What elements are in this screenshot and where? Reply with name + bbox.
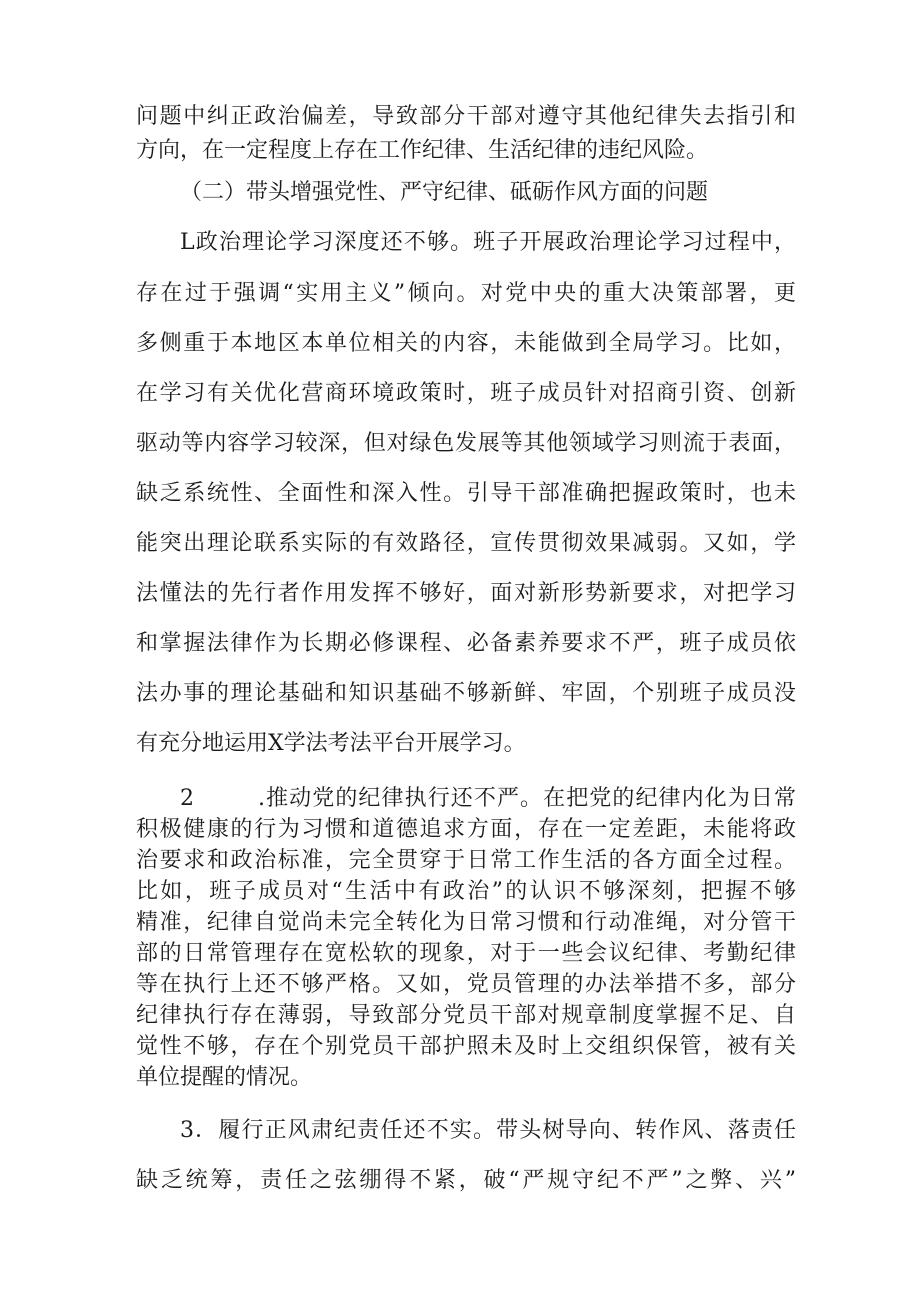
item2-line-8: 纪律执行存在薄弱，导致部分党员干部对规章制度掌握不足、自 bbox=[136, 1003, 796, 1028]
item1-line-4: 在学习有关优化营商环境政策时，班子成员针对招商引资、创新 bbox=[136, 381, 796, 406]
item2-line-6: 部的日常管理存在宽松软的现象，对于一些会议纪律、考勤纪律 bbox=[136, 941, 796, 966]
intro-line-1: 问题中纠正政治偏差，导致部分干部对遵守其他纪律失去指引和 bbox=[136, 104, 796, 129]
intro-line-2: 方向，在一定程度上存在工作纪律、生活纪律的违纪风险。 bbox=[136, 138, 709, 163]
item1-line-10: 法办事的理论基础和知识基础不够新鲜、牢固，个别班子成员没 bbox=[136, 681, 796, 706]
item3-line-2: 缺乏统筹，责任之弦绷得不紧，破“严规守纪不严”之弊、兴” bbox=[136, 1168, 796, 1193]
item2-line-5: 精准，纪律自觉尚未完全转化为日常习惯和行动准绳，对分管干 bbox=[136, 910, 796, 935]
item2-line-4: 比如，班子成员对“生活中有政治”的认识不够深刻，把握不够 bbox=[136, 879, 796, 904]
item1-line-5: 驱动等内容学习较深，但对绿色发展等其他领域学习则流于表面， bbox=[136, 431, 796, 456]
item1-line-9: 和掌握法律作为长期必修课程、必备素养要求不严，班子成员依 bbox=[136, 631, 796, 656]
item2-line-10: 单位提醒的情况。 bbox=[136, 1065, 313, 1090]
item2-line-2: 积极健康的行为习惯和道德追求方面，存在一定差距，未能将政 bbox=[136, 817, 796, 842]
item1-line-6: 缺乏系统性、全面性和深入性。引导干部准确把握政策时，也未 bbox=[136, 481, 796, 506]
item1-line-2: 存在过于强调“实用主义”倾向。对党中央的重大决策部署，更 bbox=[136, 281, 796, 306]
item2-number: 2 bbox=[180, 786, 194, 811]
item2-line-3: 治要求和政治标准，完全贯穿于日常工作生活的各方面全过程。 bbox=[136, 848, 796, 873]
item1-line-7: 能突出理论联系实际的有效路径，宣传贯彻效果减弱。又如，学 bbox=[136, 531, 796, 556]
item2-line-7: 等在执行上还不够严格。又如，党员管理的办法举措不多，部分 bbox=[136, 972, 796, 997]
item1-line-3: 多侧重于本地区本单位相关的内容，未能做到全局学习。比如， bbox=[136, 331, 796, 356]
item1-line-11: 有充分地运用X学法考法平台开展学习。 bbox=[136, 731, 526, 756]
item1-line-1: L政治理论学习深度还不够。班子开展政治理论学习过程中， bbox=[180, 230, 796, 255]
item2-line-1: .推动党的纪律执行还不严。在把党的纪律内化为日常 bbox=[258, 786, 796, 811]
section-heading: （二）带头增强党性、严守纪律、砥砺作风方面的问题 bbox=[180, 180, 709, 205]
item3-line-1: 3．履行正风肃纪责任还不实。带头树导向、转作风、落责任 bbox=[180, 1118, 796, 1143]
item2-line-9: 觉性不够，存在个别党员干部护照未及时上交组织保管，被有关 bbox=[136, 1034, 796, 1059]
item1-line-8: 法懂法的先行者作用发挥不够好，面对新形势新要求，对把学习 bbox=[136, 581, 796, 606]
